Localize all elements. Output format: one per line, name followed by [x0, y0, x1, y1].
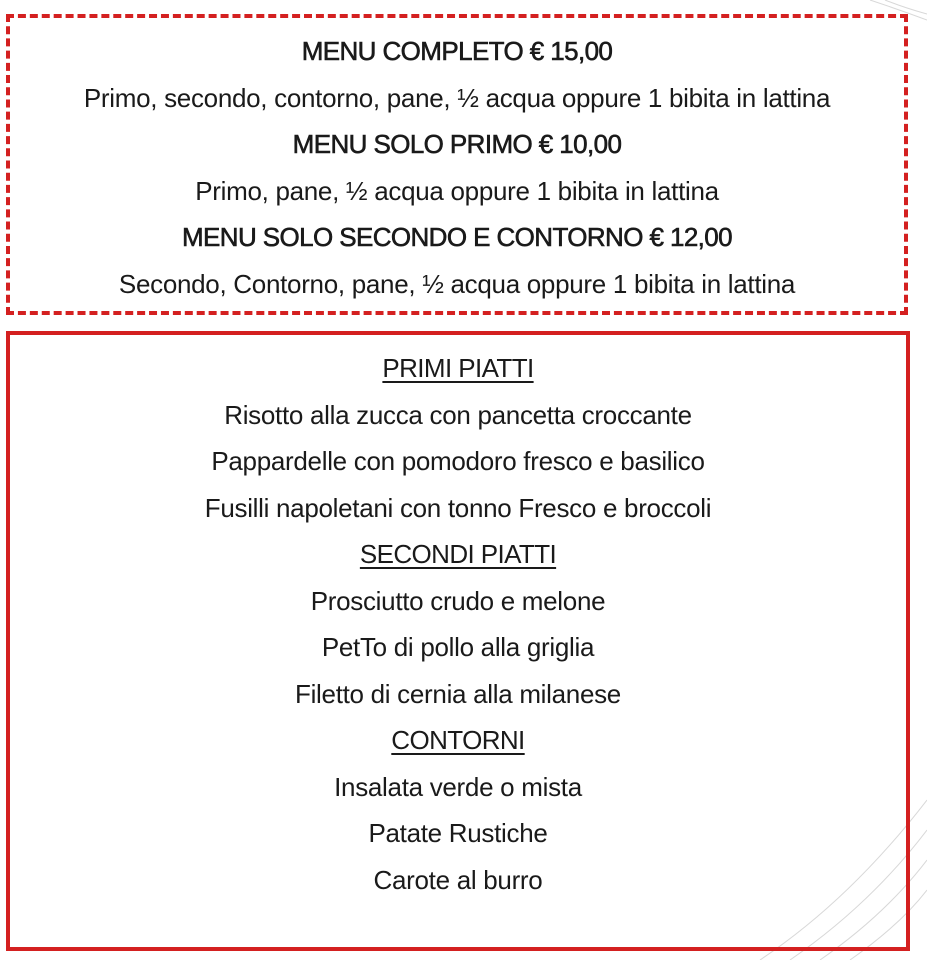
section-heading-contorni: CONTORNI: [391, 725, 525, 755]
dish-item: Carote al burro: [373, 864, 543, 895]
dish-item: Prosciutto crudo e melone: [310, 585, 606, 616]
section-heading-primi: PRIMI PIATTI: [382, 353, 534, 383]
offer-description: Primo, secondo, contorno, pane, ½ acqua oppure 1 bibita in lattina: [83, 82, 831, 113]
dish-item: PetTo di pollo alla griglia: [321, 632, 595, 662]
dish-item: Pappardelle con pomodoro fresco e basilico: [211, 446, 705, 476]
menu-offers-box: [6, 14, 908, 315]
dish-item: Risotto alla zucca con pancetta croccante: [224, 399, 692, 430]
offer-description: Secondo, Contorno, pane, ½ acqua oppure 1 bibita in lattina: [118, 268, 796, 299]
dish-item: Filetto di cernia alla milanese: [295, 678, 621, 709]
dish-item: Insalata verde o mista: [334, 771, 582, 802]
dish-item: Fusilli napoletani con tonno Fresco e broccoli: [204, 492, 712, 523]
offer-title: MENU SOLO SECONDO E CONTORNO € 12,00: [181, 222, 733, 252]
dish-item: Patate Rustiche: [368, 818, 548, 848]
offer-description: Primo, pane, ½ acqua oppure 1 bibita in lattina: [195, 175, 719, 206]
offer-title: MENU COMPLETO € 15,00: [301, 36, 613, 66]
section-heading-secondi: SECONDI PIATTI: [359, 539, 557, 569]
offer-title: MENU SOLO PRIMO € 10,00: [292, 129, 622, 159]
dishes-box: [6, 331, 910, 951]
